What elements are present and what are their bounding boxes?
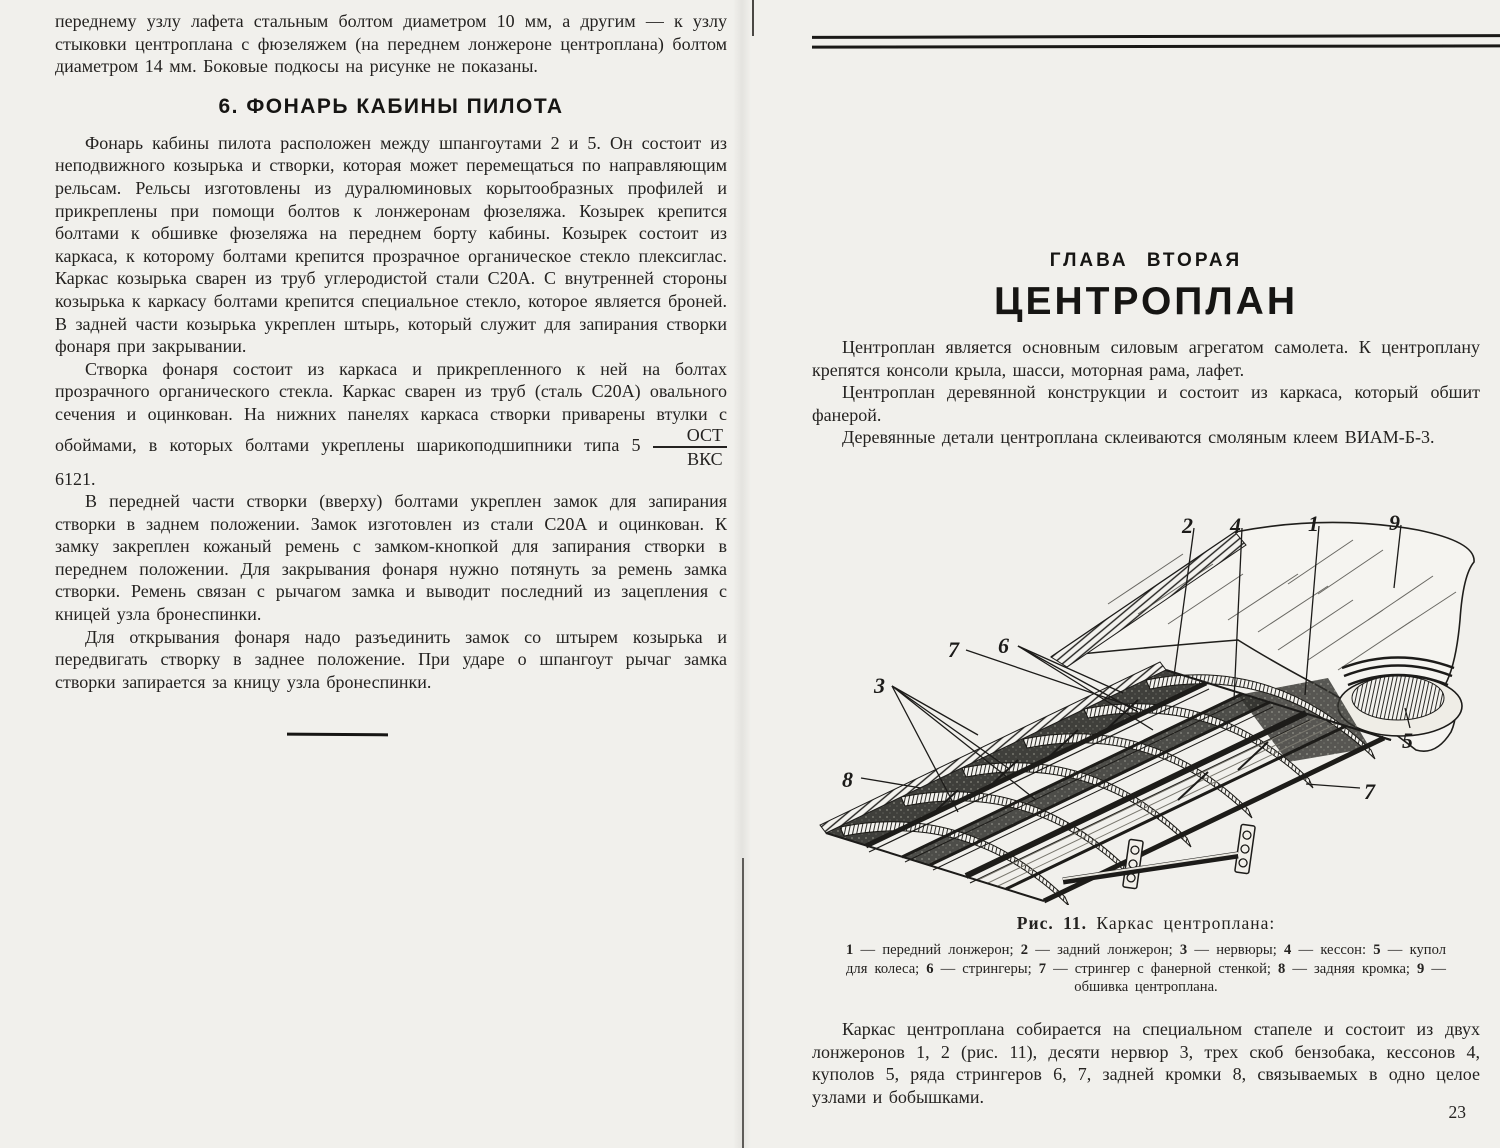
figure-caption-number: Рис. 11. (1016, 913, 1087, 933)
left-paragraph-2-end: 6121. (55, 468, 96, 489)
callout-1: 1 (1308, 511, 1319, 536)
callout-8: 8 (842, 767, 853, 792)
section-heading: 6. ФОНАРЬ КАБИНЫ ПИЛОТА (218, 94, 564, 118)
left-page (55, 10, 727, 736)
left-paragraph-3: В передней части створки (вверху) болтами укреплен замок для запирания створки в заднем положении. Замок изготовлен из стали С20А и оцинкован. К замку закреплен кожаный ремень с замком-кнопкой для запирания створки в переднем положении. Для закрывания фонаря нужно потянуть за ремень замка створки. Ремень связан с рычагом замка и выводит последний из зацепления с кницей узла бронеспинки. (55, 491, 727, 625)
right-paragraph-1: Центроплан является основным силовым агрегатом самолета. К центроплану крепятся консоли крыла, шасси, моторная рама, лафет. (812, 337, 1480, 380)
figure-11-drawing (808, 500, 1498, 905)
section-separator-rule (287, 733, 388, 737)
rear-spar (866, 683, 1206, 846)
ost-vks-fraction (653, 426, 727, 468)
callout-9: 9 (1389, 510, 1400, 535)
torque-tube (1063, 855, 1238, 881)
callout-7-left: 7 (948, 637, 959, 662)
callout-4: 4 (1230, 513, 1241, 538)
callout-2: 2 (1182, 513, 1193, 538)
continuation-paragraph: переднему узлу лафета стальным болтом диаметром 10 мм, а другим — к узлу стыковки центроплана с фюзеляжем (на переднем лонжероне центроплана) болтом диаметром 14 мм. Боковые подкосы на рисунке не показаны. (55, 11, 727, 77)
page-number: 23 (1448, 1102, 1466, 1122)
figure-legend: 1 — передний лонжерон; 2 — задний лонжерон; 3 — нервюры; 4 — кессон: 5 — купол для колеса; 6 — стрингеры; 7 — стрингер с фанерной стенкой; 8 — задняя кромка; 9 — обшивка центроплана. (846, 942, 1446, 996)
gutter-fold-line-bottom (742, 858, 744, 1148)
callout-5: 5 (1402, 728, 1413, 753)
chapter-head-rule-top (812, 34, 1500, 39)
right-paragraph-4: Каркас центроплана собирается на специальном стапеле и состоит из двух лонжеронов 1, 2 (рис. 11), десяти нервюр 3, трех скоб бензобака, кессонов 4, куполов 5, ряда стрингеров 6, 7, задней кромки 8, связываемых в одно целое узлами и бобышками. (812, 1019, 1480, 1107)
right-page (812, 0, 1480, 1148)
right-paragraph-2: Центроплан деревянной конструкции и состоит из каркаса, который обшит фанерой. (812, 382, 1480, 425)
fraction-numerator: ОСТ (653, 426, 727, 448)
chapter-head-rule-bottom (812, 44, 1500, 48)
callout-6: 6 (998, 633, 1009, 658)
fraction-denominator: ВКС (687, 448, 723, 469)
chapter-title: ЦЕНТРОПЛАН (993, 280, 1299, 323)
left-paragraph-2-text: Створка фонаря состоит из каркаса и прикрепленного к ней на болтах прозрачного органического стекла. Каркас сварен из труб (сталь С20А) овального сечения и оцинкован. На нижних панелях каркаса створки приварены втулки с обоймами, в которых болтами укреплены шарикоподшипники типа 5 (55, 358, 727, 455)
left-paragraph-4: Для открывания фонаря надо разъединить замок со штырем козырька и передвигать створку в заднее положение. При ударе о шпангоут рычаг замка створки запирается за кницу узла бронеспинки. (55, 626, 727, 692)
left-paragraph-1: Фонарь кабины пилота расположен между шпангоутами 2 и 5. Он состоит из неподвижного козырька и створки, которая может перемещаться по направляющим рельсам. Рельсы изготовлены из дуралюминовых корытообразных профилей и прикреплены при помощи болтов к лонжеронам фюзеляжа. Козырек крепится болтами к обшивке фюзеляжа на переднем борту кабины. Козырек состоит из каркаса, к которому болтами крепится прозрачное органическое стекло плексиглас. Каркас козырька сварен из труб углеродистой стали С20А. С внутренней стороны козырька к каркасу болтами крепится специальное стекло, которое является броней. В задней части козырька укреплен штырь, который служит для запирания створки фонаря при закрывании. (55, 132, 727, 357)
figure-caption-text: Каркас центроплана: (1096, 913, 1276, 933)
callout-7-right: 7 (1364, 779, 1375, 804)
figure-caption (812, 913, 1480, 934)
chapter-label: ГЛАВА ВТОРАЯ (1049, 250, 1243, 271)
centroplane-frame-illustration (808, 500, 1498, 905)
gutter-fold-line-top (752, 0, 754, 36)
right-paragraph-3: Деревянные детали центроплана склеиваются смоляным клеем ВИАМ-Б-3. (842, 427, 1435, 448)
callout-3: 3 (874, 673, 885, 698)
left-paragraph-2 (55, 358, 727, 490)
right-page-text (812, 336, 1480, 449)
attachment-fittings (1063, 824, 1255, 888)
